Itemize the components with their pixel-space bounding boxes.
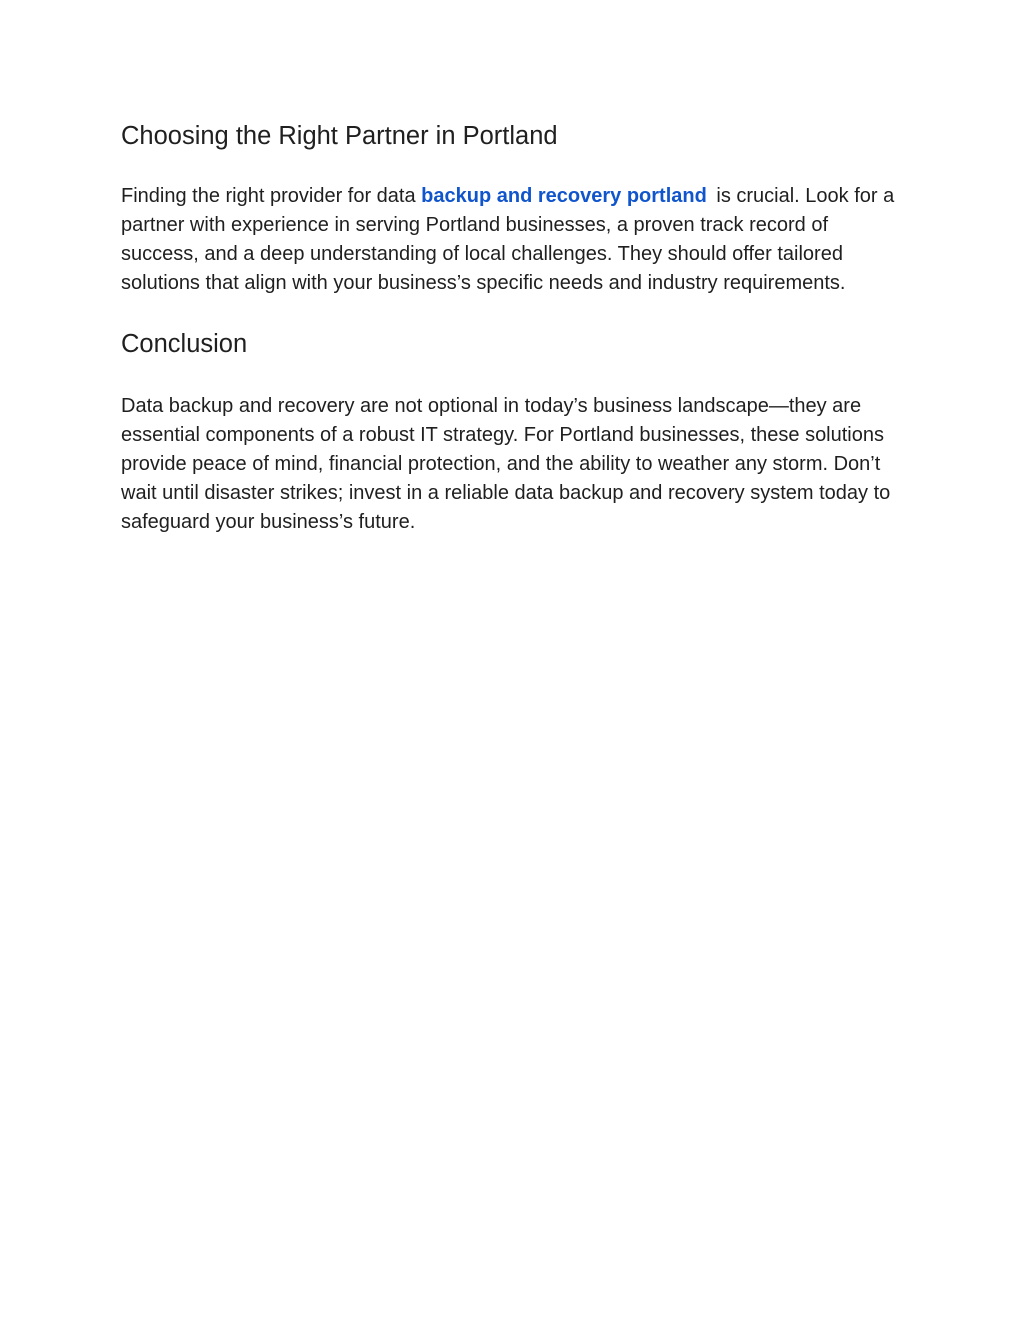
paragraph-text-before-link: Finding the right provider for data <box>121 185 422 207</box>
paragraph-choosing-partner <box>121 182 911 298</box>
paragraph-conclusion: Data backup and recovery are not optional in today’s business landscape—they are essential components of a robust IT strategy. For Portland businesses, these solutions provide peace of mind, financial protection, and the ability to weather any storm. Don’t wait until disaster strikes; invest in a reliable data backup and recovery system today to safeguard your business’s future. <box>121 395 891 533</box>
heading-conclusion: Conclusion <box>121 330 248 358</box>
heading-choosing-partner: Choosing the Right Partner in Portland <box>121 122 558 150</box>
document-body <box>121 118 911 537</box>
paragraph-text-after-link: is crucial. Look for a partner with experience in serving Portland businesses, a proven track record of success, and a deep understanding of local challenges. They should offer tailored solutions that align with your business’s specific needs and industry requirements. <box>121 185 895 294</box>
backup-recovery-portland-link[interactable]: backup and recovery portland <box>421 185 707 207</box>
